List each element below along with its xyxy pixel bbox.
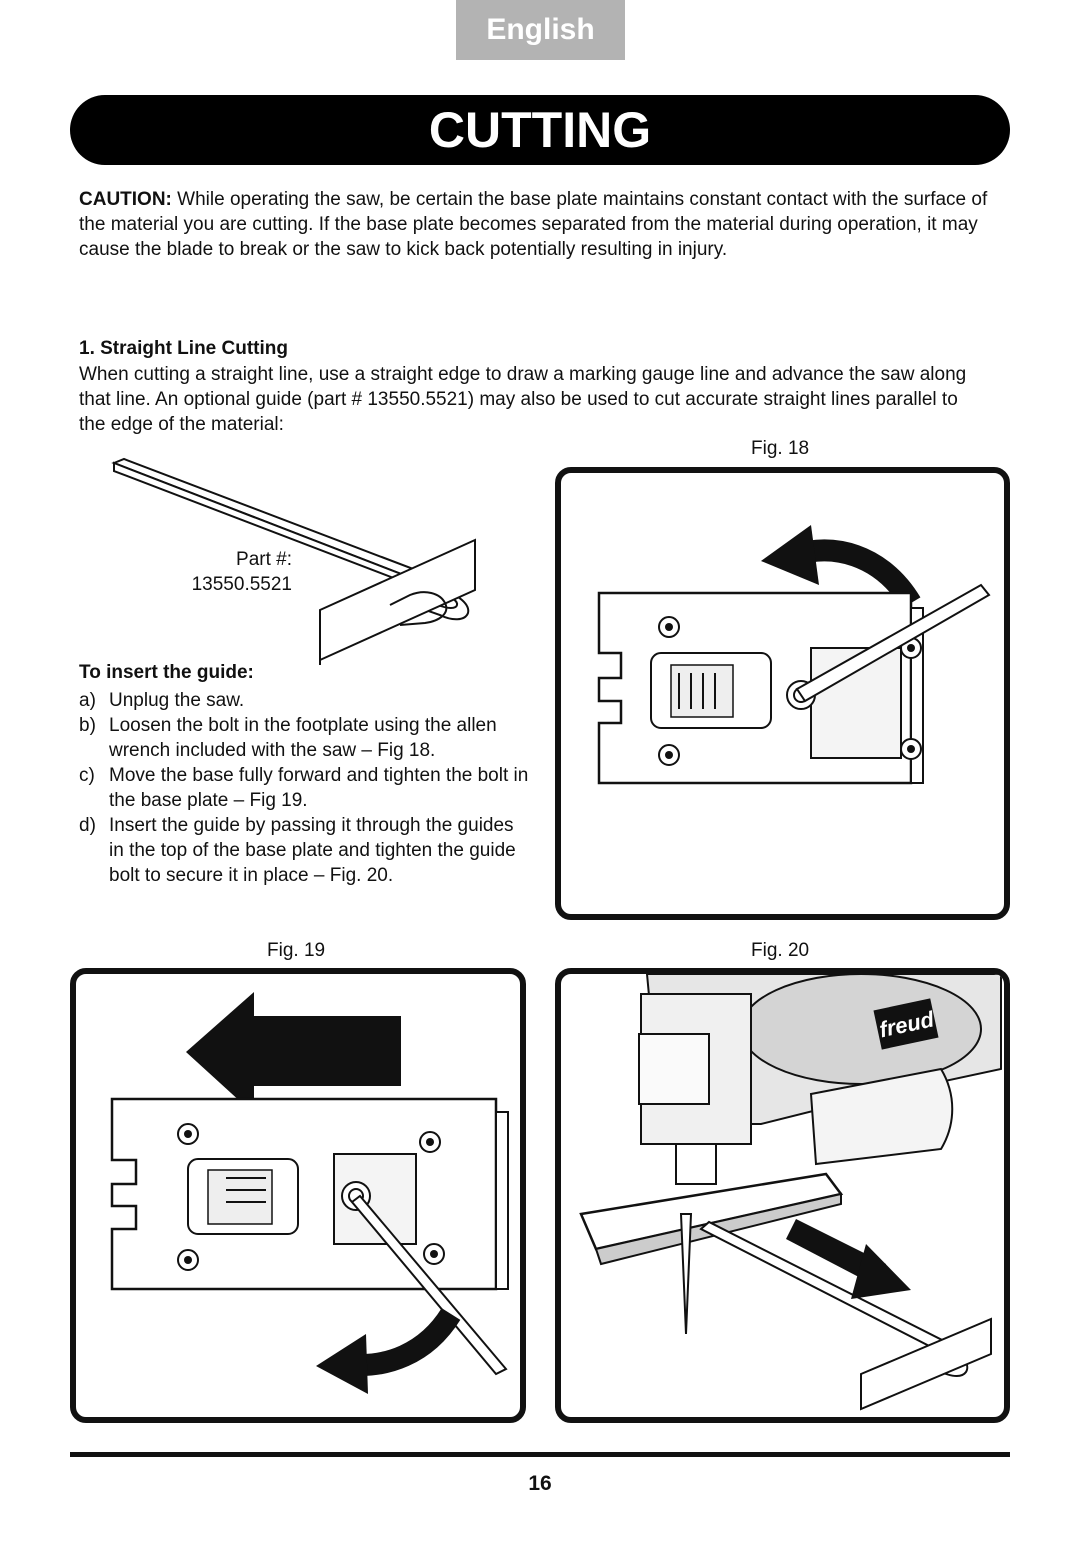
step-letter: d): [79, 815, 96, 836]
step-letter: a): [79, 690, 96, 711]
caution-label: CAUTION:: [79, 189, 172, 210]
page-number: 16: [528, 1472, 552, 1495]
screw-icon: [659, 617, 679, 637]
fig18-label: Fig. 18: [751, 438, 810, 459]
language-tab: English: [456, 0, 625, 60]
brand-logo: freud: [877, 1006, 937, 1043]
insert-guide-heading: To insert the guide:: [79, 662, 254, 683]
straight-line-heading: 1. Straight Line Cutting: [79, 338, 288, 359]
part-number: 13550.5521: [191, 574, 292, 595]
screw-icon: [178, 1124, 198, 1144]
fig19-drawing: [76, 974, 520, 1417]
fig18-illustration: [555, 467, 1010, 920]
screw-icon: [420, 1132, 440, 1152]
part-label: Part #:: [236, 549, 292, 570]
screw-icon: [901, 739, 921, 759]
screw-icon: [659, 745, 679, 765]
fig20-label: Fig. 20: [751, 940, 810, 961]
fig20-drawing: [561, 974, 1004, 1417]
step-text: Loosen the bolt in the footplate using the allen wrench included with the saw – Fig 18.: [109, 715, 497, 761]
fig18-drawing: [561, 473, 1004, 914]
fig19-illustration: [70, 968, 526, 1423]
screw-icon: [424, 1244, 444, 1264]
list-item: [79, 813, 529, 888]
step-letter: c): [79, 765, 95, 786]
fig19-label: Fig. 19: [267, 940, 326, 961]
arrow-right-icon: [786, 1219, 911, 1299]
step-letter: b): [79, 715, 96, 736]
straight-line-body: When cutting a straight line, use a straight edge to draw a marking gauge line and advance the saw along that line. An optional guide (part # 13550.5521) may also be used to cut accurate straight lines parallel to the edge of the material:: [79, 364, 967, 435]
part-number-label: [180, 547, 292, 597]
section-title-banner: [70, 95, 1010, 165]
arrow-left-icon: [186, 992, 401, 1114]
list-item: [79, 713, 529, 763]
caution-paragraph: [79, 187, 999, 262]
step-text: Move the base fully forward and tighten the bolt in the base plate – Fig 19.: [109, 765, 529, 811]
insert-guide-steps: [79, 688, 529, 888]
step-text: Insert the guide by passing it through the guides in the top of the base plate and tighten the guide bolt to secure it in place – Fig. 20.: [109, 815, 516, 886]
step-text: Unplug the saw.: [109, 690, 245, 711]
fig20-illustration: [555, 968, 1010, 1423]
caution-text: While operating the saw, be certain the base plate maintains constant contact with the surface of the material you are cutting. If the base plate becomes separated from the material during operation, it may cause the blade to break or the saw to kick back potentially resulting in injury.: [79, 189, 988, 260]
screw-icon: [178, 1250, 198, 1270]
list-item: [79, 688, 529, 713]
section-title: CUTTING: [428, 102, 652, 158]
list-item: [79, 763, 529, 813]
footer-divider: [70, 1452, 1010, 1457]
